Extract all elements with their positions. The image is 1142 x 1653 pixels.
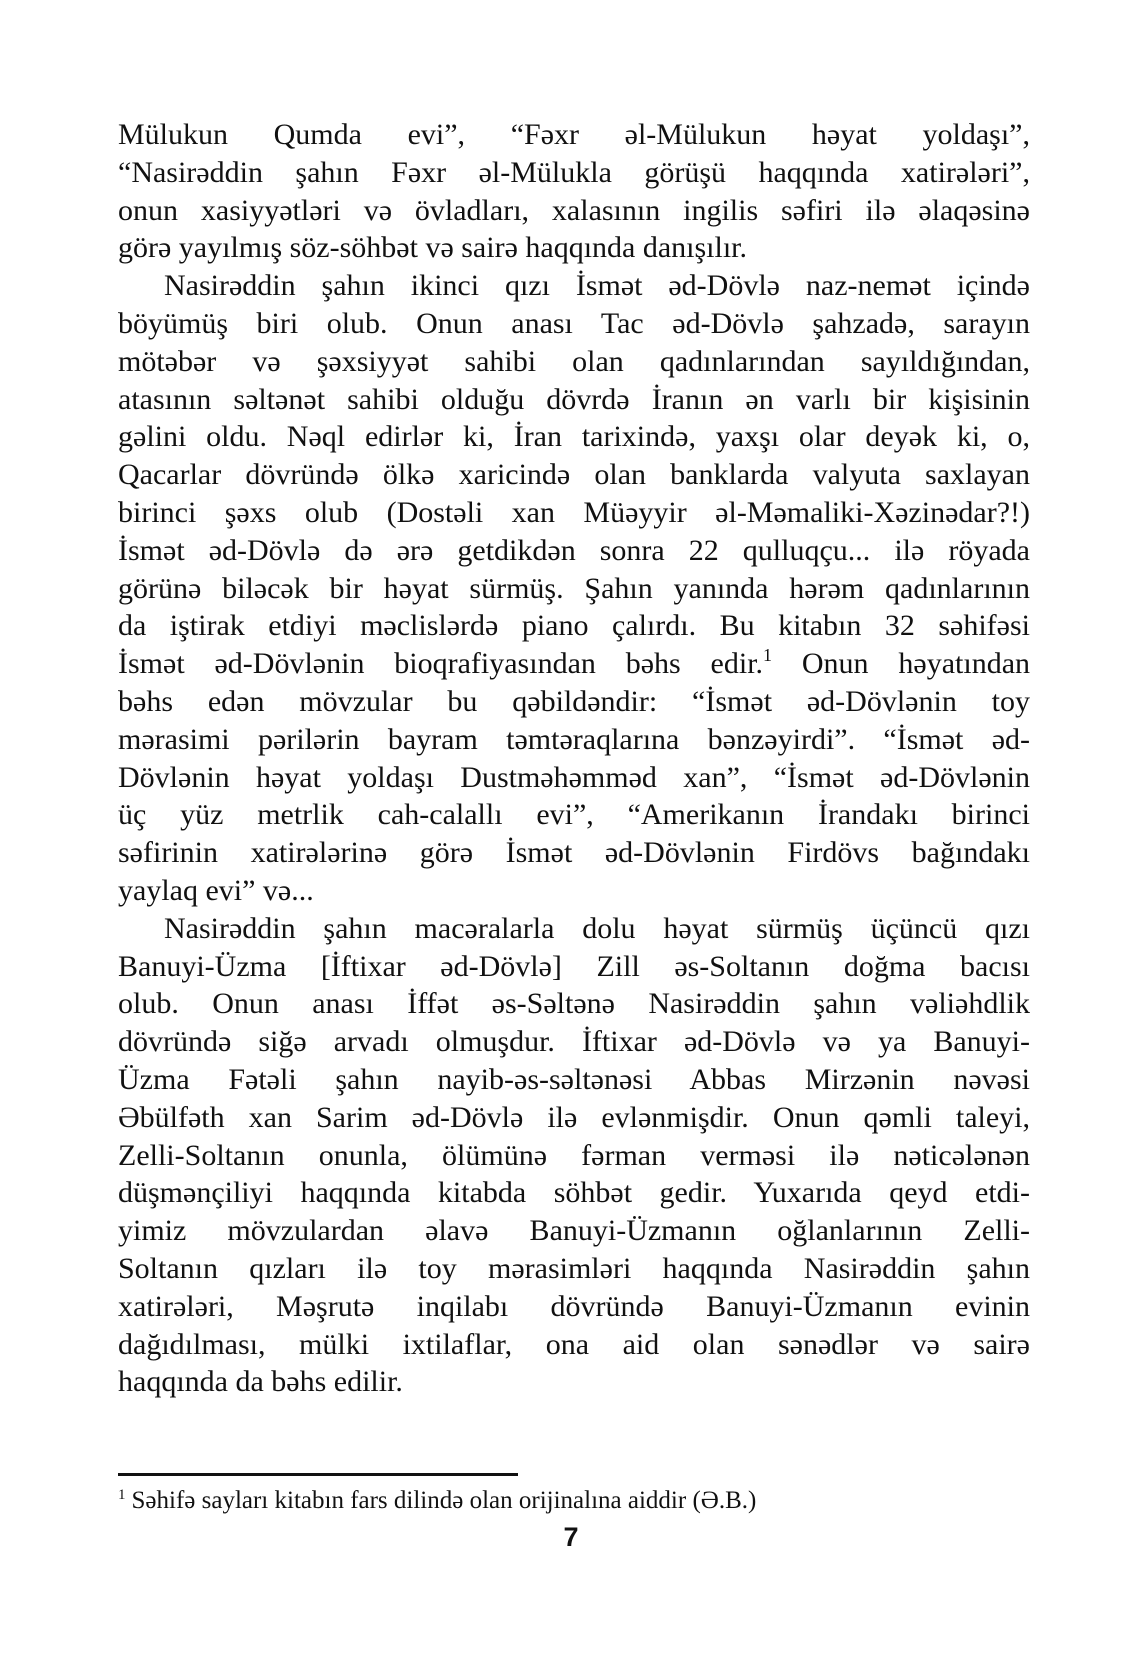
- text-segment: İsmət əd-Dövlənin bioqrafiyasından bəhs edir.: [118, 647, 764, 681]
- text-line: Zelli-Soltanın onunla, ölümünə fərman verməsi ilə nəticələnən: [118, 1138, 1030, 1172]
- footnote-marker: 1: [118, 1487, 126, 1503]
- text-line: mərasimi pərilərin bayram təmtəraqlarına bənzəyirdi”. “İsmət əd-: [118, 722, 1030, 756]
- text-line: birinci şəxs olub (Dostəli xan Müəyyir əl-Məmaliki-Xəzinədar?!): [118, 495, 1030, 529]
- paragraph-first-line: Nasirəddin şahın ikinci qızı İsmət əd-Dövlə naz-nemət içində: [164, 269, 1030, 303]
- text-line: “Nasirəddin şahın Fəxr əl-Mülukla görüşü haqqında xatirələri”,: [118, 155, 1030, 189]
- footnote-divider: [118, 1473, 518, 1476]
- text-line: görünə biləcək bir həyat sürmüş. Şahın yanında hərəm qadınlarının: [118, 571, 1030, 605]
- text-line: dövründə siğə arvadı olmuşdur. İftixar əd-Dövlə və ya Banuyi-: [118, 1025, 1030, 1059]
- footnote: [118, 1486, 1018, 1516]
- text-line: İsmət əd-Dövlə də ərə getdikdən sonra 22 qulluqçu... ilə röyada: [118, 533, 1030, 567]
- text-line: görə yayılmış söz-söhbət və sairə haqqında danışılır.: [118, 231, 748, 265]
- text-line: Üzma Fətəli şahın nayib-əs-səltənəsi Abbas Mirzənin nəvəsi: [118, 1062, 1030, 1096]
- text-line: Mülukun Qumda evi”, “Fəxr əl-Mülukun həyat yoldaşı”,: [118, 118, 1030, 151]
- page-number: 7: [563, 1522, 579, 1552]
- text-line: yaylaq evi” və...: [118, 873, 314, 907]
- text-line: Qacarlar dövründə ölkə xaricində olan banklarda valyuta saxlayan: [118, 458, 1030, 492]
- text-line: Banuyi-Üzma [İftixar əd-Dövlə] Zill əs-Soltanın doğma bacısı: [118, 949, 1030, 983]
- text-line: olub. Onun anası İffət əs-Səltənə Nasirəddin şahın vəliəhdlik: [118, 987, 1030, 1021]
- body-text: [118, 116, 1030, 1401]
- text-line: Soltanın qızları ilə toy mərasimləri haqqında Nasirəddin şahın: [118, 1251, 1030, 1285]
- text-line: onun xasiyyətləri və övladları, xalasının ingilis səfiri ilə əlaqəsinə: [118, 193, 1030, 227]
- text-line: da iştirak etdiyi məclislərdə piano çalırdı. Bu kitabın 32 səhifəsi: [118, 609, 1030, 643]
- text-line: üç yüz metrlik cah-calallı evi”, “Amerikanın İrandakı birinci: [118, 798, 1030, 832]
- text-line: mötəbər və şəxsiyyət sahibi olan qadınlarından sayıldığından,: [118, 344, 1030, 378]
- text-line: haqqında da bəhs edilir.: [118, 1365, 403, 1399]
- text-line: Əbülfəth xan Sarim əd-Dövlə ilə evlənmişdir. Onun qəmli taleyi,: [118, 1100, 1030, 1134]
- text-line: yimiz mövzulardan əlavə Banuyi-Üzmanın oğlanlarının Zelli-: [118, 1214, 1030, 1248]
- text-line: xatirələri, Məşrutə inqilabı dövründə Banuyi-Üzmanın evinin: [118, 1289, 1030, 1323]
- text-line: Dövlənin həyat yoldaşı Dustməhəmməd xan”, “İsmət əd-Dövlənin: [118, 760, 1030, 794]
- footnote-text: Səhifə sayları kitabın fars dilində olan orijinalına aiddir (Ə.B.): [131, 1487, 757, 1514]
- text-line: gəlini oldu. Nəql edirlər ki, İran tarixində, yaxşı olar deyək ki, o,: [118, 420, 1030, 454]
- text-segment: Onun həyatından: [801, 647, 1031, 681]
- text-line: səfirinin xatirələrinə görə İsmət əd-Dövlənin Firdövs bağındakı: [118, 836, 1030, 870]
- text-line-with-footnote-ref: [118, 645, 1030, 683]
- footnote-reference: 1: [763, 645, 773, 666]
- text-line: bəhs edən mövzular bu qəbildəndir: “İsmət əd-Dövlənin toy: [118, 684, 1030, 718]
- text-line: böyümüş biri olub. Onun anası Tac əd-Dövlə şahzadə, sarayın: [118, 306, 1030, 340]
- text-line: atasının səltənət sahibi olduğu dövrdə İranın ən varlı bir kişisinin: [118, 382, 1030, 416]
- paragraph-first-line: Nasirəddin şahın macəralarla dolu həyat sürmüş üçüncü qızı: [164, 911, 1030, 945]
- text-line: dağıdılması, mülki ixtilaflar, ona aid olan sənədlər və sairə: [118, 1327, 1030, 1361]
- text-line: düşmənçiliyi haqqında kitabda söhbət gedir. Yuxarıda qeyd etdi-: [118, 1176, 1030, 1210]
